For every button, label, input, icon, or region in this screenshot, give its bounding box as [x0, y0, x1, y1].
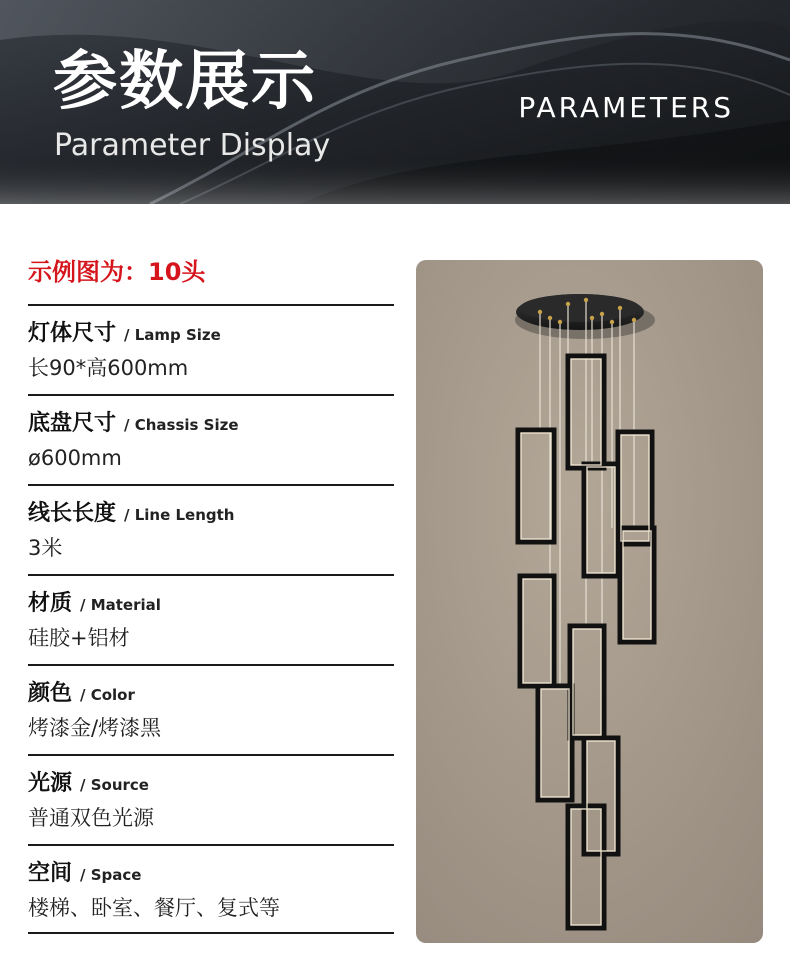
example-heading: 示例图为：10头 [28, 258, 206, 286]
param-label: 灯体尺寸 [28, 321, 117, 346]
param-label-en: / Color [80, 686, 135, 704]
param-label: 线长长度 [28, 501, 117, 526]
param-row-color [28, 664, 394, 754]
param-row-chassis-size [28, 394, 394, 484]
param-value: 普通双色光源 [28, 806, 154, 830]
param-label: 光源 [28, 771, 73, 796]
param-label: 空间 [28, 861, 73, 886]
param-label-en: / Chassis Size [124, 416, 239, 434]
param-value: ø600mm [28, 446, 122, 470]
param-row-space [28, 844, 394, 934]
param-value: 长90*高600mm [28, 356, 189, 380]
param-label: 底盘尺寸 [28, 411, 117, 436]
param-label: 材质 [28, 591, 73, 616]
header-banner [0, 0, 790, 204]
param-label-en: / Space [80, 866, 142, 884]
banner-english-heading: PARAMETERS [518, 91, 734, 124]
banner-subtitle: Parameter Display [54, 128, 331, 163]
banner-title: 参数展示 [53, 45, 317, 119]
param-value: 硅胶+铝材 [28, 626, 130, 650]
pendant-lamp-image [416, 260, 763, 943]
product-photo [416, 260, 763, 943]
param-row-lamp-size [28, 304, 394, 394]
param-label-en: / Source [80, 776, 149, 794]
param-value: 楼梯、卧室、餐厅、复式等 [28, 896, 280, 920]
param-label-en: / Line Length [124, 506, 235, 524]
param-value: 烤漆金/烤漆黑 [28, 716, 162, 740]
parameter-list [28, 304, 394, 934]
param-value: 3米 [28, 536, 63, 560]
param-row-source [28, 754, 394, 844]
param-row-line-length [28, 484, 394, 574]
param-row-material [28, 574, 394, 664]
param-label-en: / Material [80, 596, 161, 614]
param-label: 颜色 [28, 681, 73, 706]
param-label-en: / Lamp Size [124, 326, 221, 344]
